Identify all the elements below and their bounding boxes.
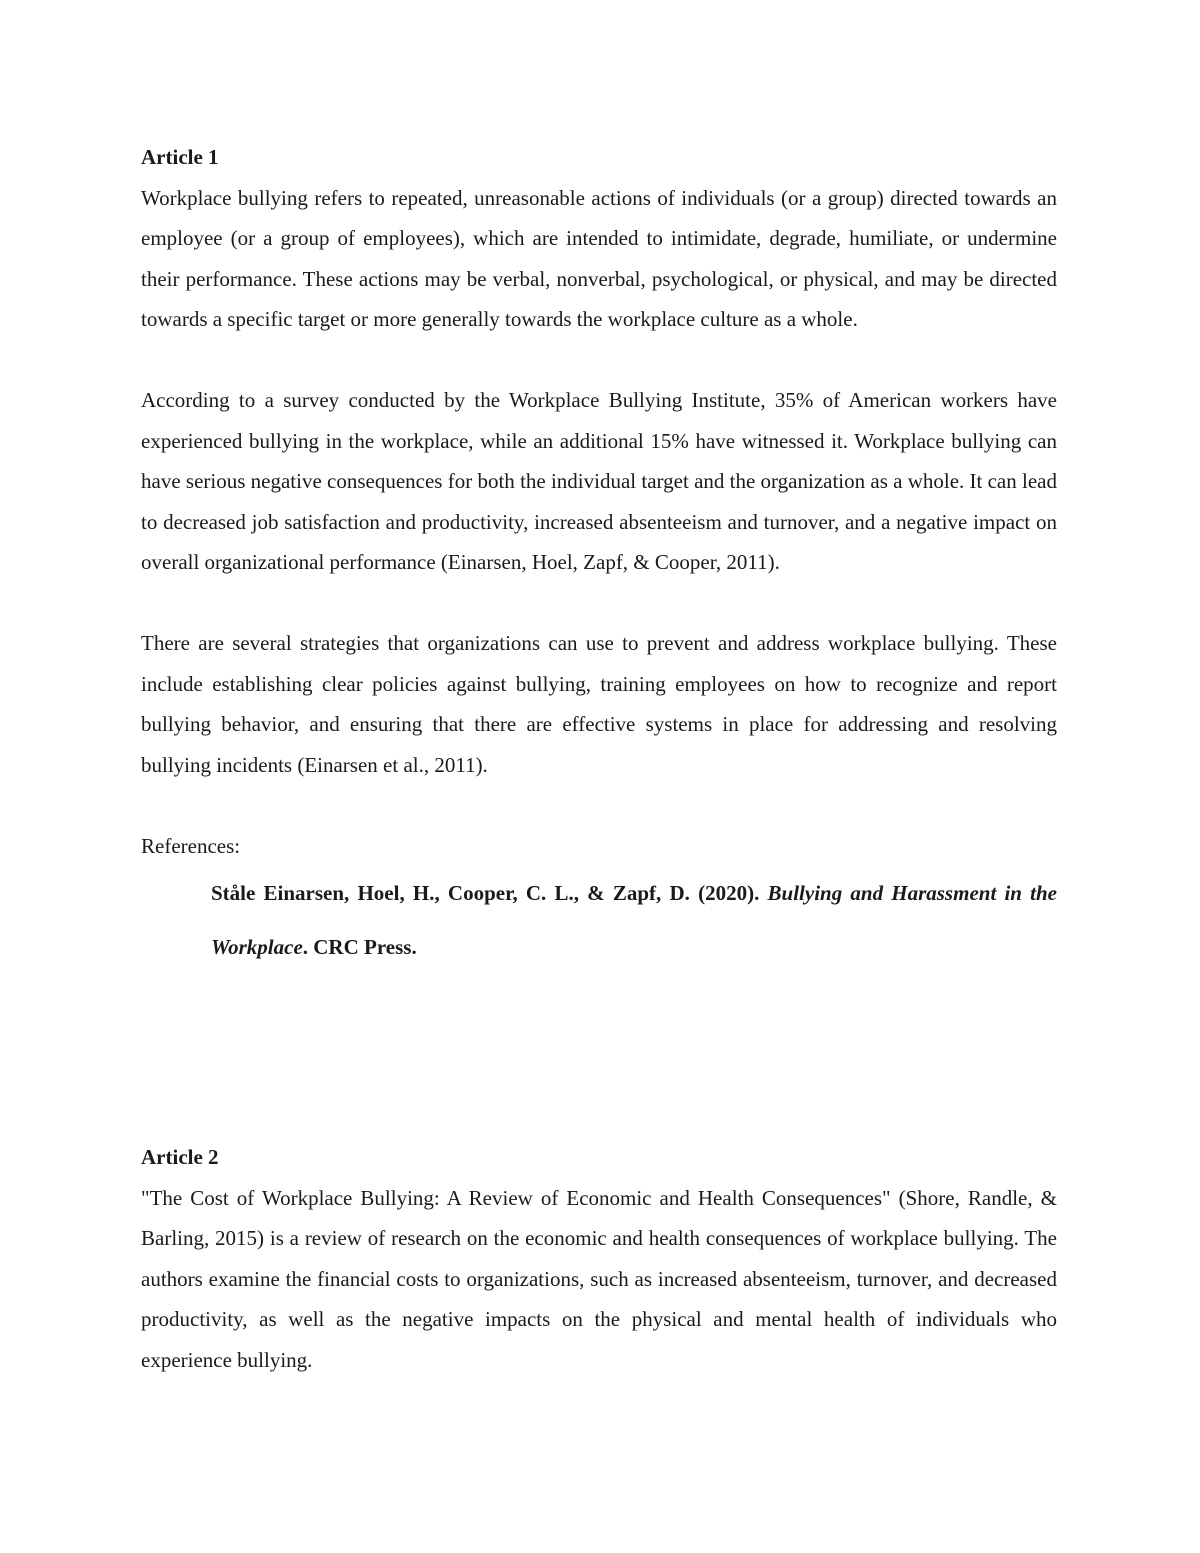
article-1-heading: Article 1 (141, 145, 219, 169)
reference-title: Bullying and Harassment in the Workplace (211, 881, 1057, 959)
reference-authors: Ståle Einarsen, Hoel, H., Cooper, C. L., & Zapf, D. (2020). (211, 881, 760, 905)
article-1-paragraph-1: Workplace bullying refers to repeated, unreasonable actions of individuals (or a group) directed towards an employee (or a group of employees), which are intended to intimidate, degrade, humiliate, or undermine their performance. These actions may be verbal, nonverbal, psychological, or physical, and may be directed towards a specific target or more generally towards the workplace culture as a whole. (141, 185, 1057, 331)
article-2-section (141, 1137, 1057, 1380)
paragraph-gap (141, 340, 1057, 381)
references-label: References: (141, 833, 241, 858)
reference-publisher: . CRC Press. (302, 935, 417, 959)
reference-entry (211, 866, 1057, 974)
article-2-paragraph: "The Cost of Workplace Bullying: A Review of Economic and Health Consequences" (Shore, Randle, & Barling, 2015) is a review of research on the economic and health consequences of workplace bullying. The authors examine the financial costs to organizations, such as increased absenteeism, turnover, and decreased productivity, as well as the negative impacts on the physical and mental health of individuals who experience bullying. (141, 1185, 1057, 1372)
article-2-heading: Article 2 (141, 1145, 219, 1169)
paragraph-gap (141, 583, 1057, 624)
article-1-section (141, 137, 1057, 974)
article-1-paragraph-3: There are several strategies that organizations can use to prevent and address workplace bullying. These include establishing clear policies against bullying, training employees on how to recognize and report bullying behavior, and ensuring that there are effective systems in place for addressing and resolving bullying incidents (Einarsen et al., 2011). (141, 631, 1057, 777)
article-1-paragraph-2: According to a survey conducted by the Workplace Bullying Institute, 35% of American workers have experienced bullying in the workplace, while an additional 15% have witnessed it. Workplace bullying can have serious negative consequences for both the individual target and the organization as a whole. It can lead to decreased job satisfaction and productivity, increased absenteeism and turnover, and a negative impact on overall organizational performance (Einarsen, Hoel, Zapf, & Cooper, 2011). (141, 388, 1057, 574)
paragraph-gap (141, 785, 1057, 826)
